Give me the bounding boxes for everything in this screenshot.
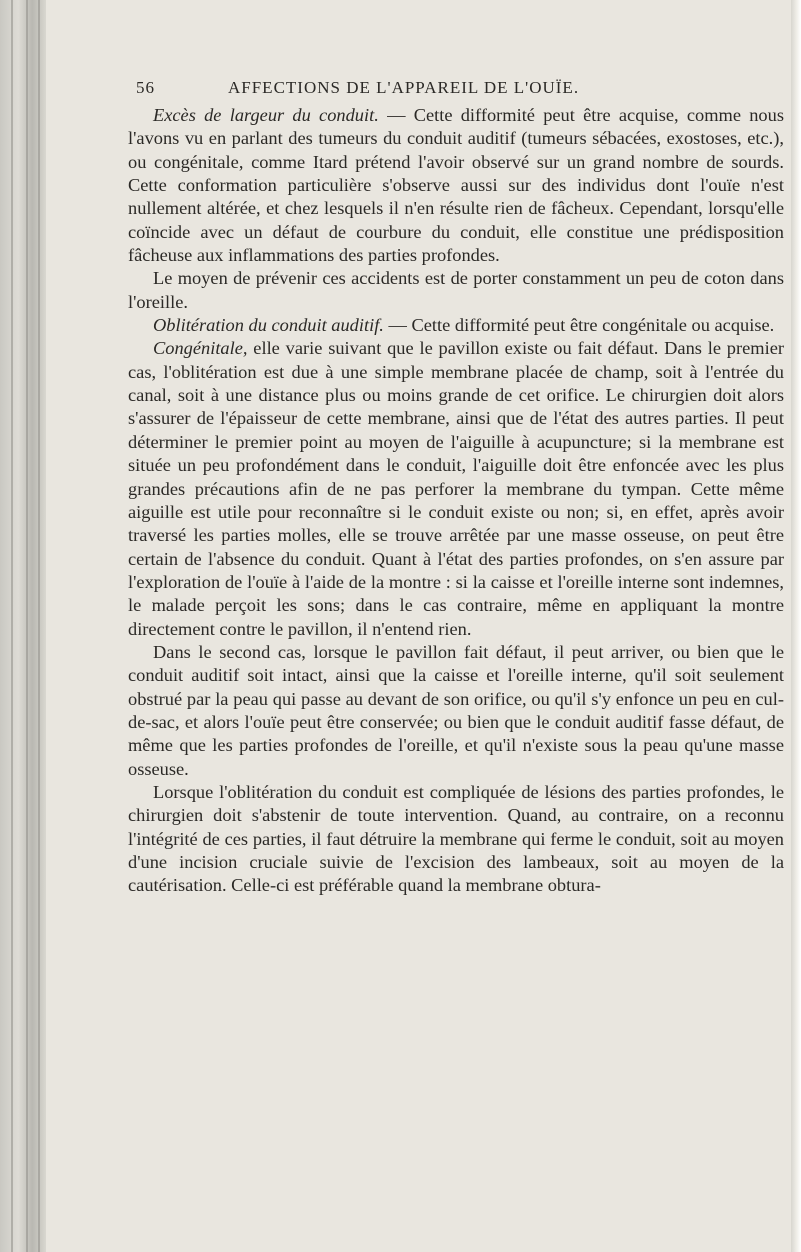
paragraph (128, 104, 784, 267)
paragraph-text: Lorsque l'oblitération du conduit est compliquée de lésions des parties profondes, le chirurgien doit s'abstenir de toute intervention. Quand, au contraire, on a reconnu l'intégrité de ces parties, il faut détruire la membrane qui ferme le conduit, soit au moyen d'une incision cruciale suivie de l'excision des lambeaux, soit au moyen de la cautérisation. Celle-ci est préférable quand la membrane obtura- (128, 781, 784, 896)
gutter-edge-line (38, 0, 40, 1252)
paragraph (128, 267, 784, 314)
paragraph (128, 337, 784, 640)
binding-gutter (0, 0, 46, 1252)
paragraph-text: — Cette difformité peut être congénitale ou acquise. (383, 315, 775, 336)
running-head: AFFECTIONS DE L'APPAREIL DE L'OUÏE. (228, 78, 580, 97)
paragraph (128, 314, 784, 337)
paragraph-text: Le moyen de prévenir ces accidents est de porter constamment un peu de coton dans l'oreille. (128, 268, 784, 312)
gutter-edge-line (11, 0, 13, 1252)
paragraph-lead: Congénitale, (153, 338, 248, 359)
paragraph (128, 641, 784, 781)
paragraph-text: Dans le second cas, lorsque le pavillon fait défaut, il peut arriver, ou bien que le conduit auditif soit intact, ainsi que la caisse et l'oreille interne, qu'il soit seulement obstrué par la peau qui passe au devant de son orifice, ou qu'il s'y enfonce un peu en cul-de-sac, et alors l'ouïe peut être conservée; ou bien que le conduit auditif fasse défaut, de même que les parties profondes de l'oreille, et qu'il n'existe sous la peau qu'une masse osseuse. (128, 641, 784, 779)
paragraph-lead: Excès de largeur du conduit. (153, 105, 379, 125)
paragraph (128, 781, 784, 898)
page-body (128, 104, 784, 898)
page-header (128, 74, 784, 104)
paragraph-text: — Cette difformité peut être acquise, comme nous l'avons vu en parlant des tumeurs du conduit auditif (tumeurs sébacées, exostoses, etc.), ou congénitale, comme Itard prétend l'avoir observé sur un grand nombre de sourds. Cette conformation particulière s'observe aussi sur des individus dont l'ouïe n'est nullement altérée, et chez lesquels il n'en résulte rien de fâcheux. Cependant, lorsqu'elle coïncide avec un défaut de courbure du conduit, elle constitue une prédisposition fâcheuse aux inflammations des parties profondes. (128, 105, 784, 266)
paragraph-lead: Oblitération du conduit auditif. (153, 315, 384, 336)
book-page (128, 74, 784, 1234)
page-number: 56 (136, 78, 155, 97)
paragraph-text: elle varie suivant que le pavillon existe ou fait défaut. Dans le premier cas, l'oblitération est due à une simple membrane placée de champ, soit à l'entrée du canal, soit à une distance plus ou moins grande de cet orifice. Le chirurgien doit alors s'assurer de l'épaisseur de cette membrane, ainsi que de l'état des autres parties. Il peut déterminer le premier point au moyen de l'aiguille à acupuncture; si la membrane est située un peu profondément dans le conduit, l'aiguille doit être enfoncée avec les plus grandes précautions afin de ne pas perforer la membrane du tympan. Cette même aiguille est utile pour reconnaître si le conduit existe ou non; si, en effet, après avoir traversé les parties molles, elle se trouve arrêtée par une masse osseuse, on peut être certain de l'absence du conduit. Quant à l'état des parties profondes, on s'en assure par l'exploration de l'ouïe à l'aide de la montre : si la caisse et l'oreille interne sont indemnes, le malade perçoit les sons; dans le cas contraire, même en appliquant la montre directement contre le pavillon, il n'entend rien. (128, 338, 784, 639)
gutter-edge-line (26, 0, 28, 1252)
page-right-edge (791, 0, 801, 1252)
